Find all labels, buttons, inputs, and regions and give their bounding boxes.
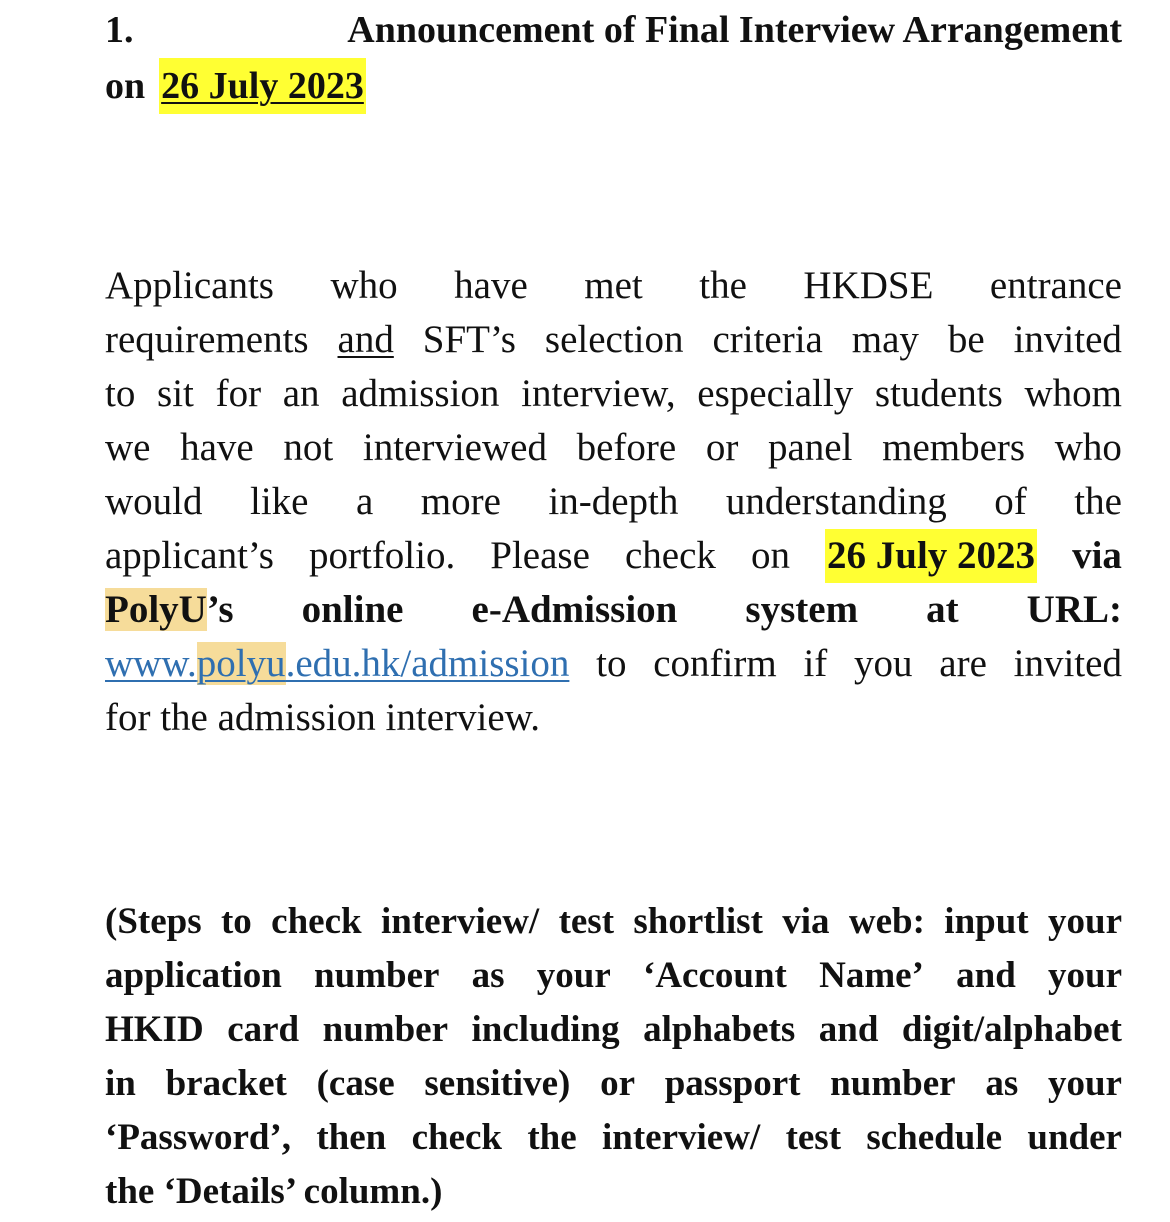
word: (Steps [105, 901, 202, 942]
word: invited [1013, 642, 1122, 685]
word: as [471, 955, 505, 996]
word: SFT’s [422, 318, 516, 361]
word: (case [316, 1063, 395, 1104]
word: interviewed [362, 426, 547, 469]
word: shortlist [633, 901, 763, 942]
word: be [947, 318, 985, 361]
word: sensitive) [424, 1063, 571, 1104]
word: system [745, 588, 859, 631]
word: may [851, 318, 919, 361]
paragraph-line [105, 637, 1122, 691]
word: number [314, 955, 440, 996]
word: online [301, 588, 404, 631]
word: criteria [712, 318, 823, 361]
paragraph-line [105, 475, 1122, 529]
word: your [1048, 901, 1122, 942]
word: card [227, 1009, 300, 1050]
admission-url-link[interactable] [105, 637, 569, 691]
steps-line [105, 949, 1122, 1003]
word: portfolio. [309, 534, 456, 577]
url-part: www. [105, 642, 197, 685]
word: via [782, 901, 830, 942]
section-heading [105, 2, 1122, 114]
word: panel [768, 426, 853, 469]
word: and [956, 955, 1016, 996]
word: a [355, 480, 374, 523]
word: alphabets [643, 1009, 796, 1050]
word: interview, [521, 372, 676, 415]
word: the [527, 1117, 577, 1158]
word: the [699, 264, 747, 307]
word: interview/ [380, 901, 540, 942]
word: test [785, 1117, 842, 1158]
word: more [420, 480, 501, 523]
word: e-Admission [471, 588, 678, 631]
url-polyu-highlight: polyu [196, 642, 286, 685]
steps-line [105, 1003, 1122, 1057]
word-and-underlined: and [337, 318, 394, 361]
word: Applicants [105, 264, 274, 307]
word: before [576, 426, 677, 469]
paragraph-line [105, 421, 1122, 475]
word: who [1054, 426, 1122, 469]
word: if [803, 642, 828, 685]
paragraph-line [105, 529, 1122, 583]
word: have [180, 426, 254, 469]
heading-on-word: on [105, 65, 146, 107]
word: digit/alphabet [901, 1009, 1122, 1050]
polyu-highlight: PolyU [105, 588, 207, 631]
word: check [411, 1117, 503, 1158]
word: or [600, 1063, 635, 1104]
word: as [985, 1063, 1019, 1104]
word-via: via [1072, 534, 1122, 577]
steps-line [105, 1165, 1122, 1219]
steps-paragraph [105, 895, 1122, 1219]
paragraph-line [105, 691, 1122, 745]
steps-last-line: the ‘Details’ column.) [105, 1171, 443, 1212]
word: on [750, 534, 790, 577]
word: an [282, 372, 320, 415]
possessive-suffix: ’s [206, 588, 234, 631]
word: the [1074, 480, 1122, 523]
word: ‘Account [643, 955, 787, 996]
body-paragraph [105, 259, 1122, 745]
word: ‘Password’, [105, 1117, 292, 1158]
word: including [471, 1009, 620, 1050]
word: met [584, 264, 643, 307]
word: check [271, 901, 362, 942]
word: for [215, 372, 262, 415]
word: are [939, 642, 987, 685]
heading-line-2 [105, 58, 1122, 114]
word: to [105, 372, 136, 415]
word: passport [664, 1063, 801, 1104]
word: Please [490, 534, 590, 577]
word: to [220, 901, 252, 942]
polyu-word [105, 583, 234, 637]
word: at [926, 588, 959, 631]
word: you [854, 642, 913, 685]
word: schedule [866, 1117, 1003, 1158]
word: sit [157, 372, 194, 415]
url-part: .edu.hk/admission [285, 642, 570, 685]
word: number [830, 1063, 956, 1104]
word: and [818, 1009, 879, 1050]
word: interview/ [602, 1117, 761, 1158]
word: to [596, 642, 627, 685]
word: like [249, 480, 309, 523]
word: admission [341, 372, 500, 415]
word: URL: [1026, 588, 1122, 631]
word: web: [848, 901, 925, 942]
word: HKID [105, 1009, 204, 1050]
word: invited [1013, 318, 1122, 361]
word: your [1048, 955, 1122, 996]
word: then [316, 1117, 387, 1158]
steps-line [105, 1057, 1122, 1111]
word: input [944, 901, 1029, 942]
word: under [1027, 1117, 1122, 1158]
heading-line-1 [105, 2, 1122, 58]
word: your [1047, 1063, 1122, 1104]
word: would [105, 480, 203, 523]
word: test [558, 901, 615, 942]
word: have [454, 264, 528, 307]
word: in-depth [548, 480, 679, 523]
paragraph-line [105, 313, 1122, 367]
word: Name’ [819, 955, 924, 996]
word: of [994, 480, 1027, 523]
word: members [882, 426, 1026, 469]
word: understanding [725, 480, 947, 523]
word: HKDSE [803, 264, 934, 307]
paragraph-line [105, 583, 1122, 637]
word: especially [697, 372, 854, 415]
word: your [536, 955, 611, 996]
word: requirements [105, 318, 309, 361]
word: application [105, 955, 282, 996]
word: or [705, 426, 739, 469]
word: selection [544, 318, 684, 361]
word: students [874, 372, 1003, 415]
word: not [283, 426, 334, 469]
section-number: 1. [105, 9, 134, 51]
check-date: 26 July 2023 [825, 529, 1037, 583]
word: in [105, 1063, 136, 1104]
word: whom [1024, 372, 1122, 415]
steps-line [105, 1111, 1122, 1165]
word: bracket [165, 1063, 287, 1104]
paragraph-last-line: for the admission interview. [105, 696, 541, 739]
heading-date: 26 July 2023 [159, 58, 366, 114]
word: applicant’s [105, 534, 274, 577]
word: number [322, 1009, 449, 1050]
paragraph-line [105, 259, 1122, 313]
word: who [330, 264, 398, 307]
steps-line [105, 895, 1122, 949]
paragraph-line [105, 367, 1122, 421]
word: check [624, 534, 716, 577]
word: confirm [653, 642, 777, 685]
word: entrance [989, 264, 1122, 307]
word: we [105, 426, 151, 469]
section-title: Announcement of Final Interview Arrangement [347, 9, 1122, 51]
